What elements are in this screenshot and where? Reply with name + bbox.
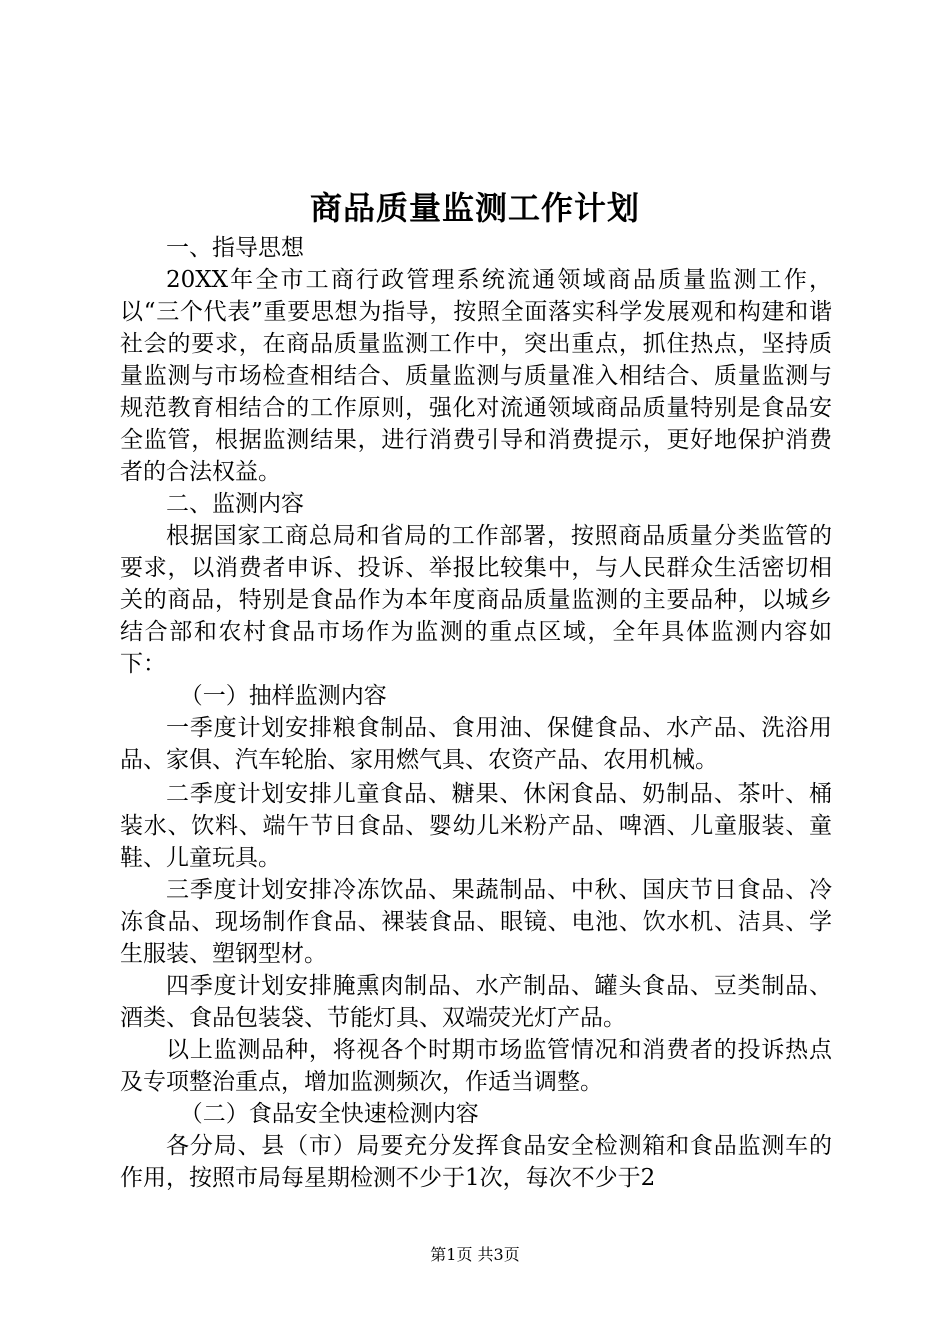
paragraph-q3-plan: 三季度计划安排冷冻饮品、果蔬制品、中秋、国庆节日食品、冷冻食品、现场制作食品、裸装食品、眼镜、电池、饮水机、洁具、学生服装、塑钢型材。 xyxy=(120,877,832,967)
paragraph-adjustment-note: 以上监测品种，将视各个时期市场监管情况和消费者的投诉热点及专项整治重点，增加监测频次，作适当调整。 xyxy=(120,1037,832,1095)
subsection-heading-sampling: （一）抽样监测内容 xyxy=(179,683,387,709)
paragraph-food-safety: 各分局、县（市）局要充分发挥食品安全检测箱和食品监测车的作用，按照市局每星期检测不少于1次，每次不少于2 xyxy=(120,1133,832,1191)
document-title: 商品质量监测工作计划 xyxy=(309,189,640,227)
paragraph-monitoring-content: 根据国家工商总局和省局的工作部署，按照商品质量分类监管的要求，以消费者申诉、投诉、举报比较集中，与人民群众生活密切相关的商品，特别是食品作为本年度商品质量监测的主要品种，以城乡结合部和农村食品市场作为监测的重点区域，全年具体监测内容如下： xyxy=(120,523,832,677)
paragraph-q1-plan: 一季度计划安排粮食制品、食用油、保健食品、水产品、洗浴用品、家俱、汽车轮胎、家用燃气具、农资产品、农用机械。 xyxy=(120,715,832,773)
section-heading-monitoring-content: 二、监测内容 xyxy=(166,491,304,517)
subsection-heading-food-safety: （二）食品安全快速检测内容 xyxy=(179,1101,479,1127)
page-indicator: 第1页 共3页 xyxy=(430,1245,520,1264)
paragraph-q2-plan: 二季度计划安排儿童食品、糖果、休闲食品、奶制品、茶叶、桶装水、饮料、端午节日食品、婴幼儿米粉产品、啤酒、儿童服装、童鞋、儿童玩具。 xyxy=(120,781,832,871)
paragraph-guiding-ideology: 20XX年全市工商行政管理系统流通领域商品质量监测工作，以“三个代表”重要思想为指导，按照全面落实科学发展观和构建和谐社会的要求，在商品质量监测工作中，突出重点，抓住热点，坚持质量监测与市场检查相结合、质量监测与质量准入相结合、质量监测与规范教育相结合的工作原则，强化对流通领域商品质量特别是食品安全监管，根据监测结果，进行消费引导和消费提示，更好地保护消费者的合法权益。 xyxy=(120,267,832,485)
document-body xyxy=(120,232,832,1194)
paragraph-q4-plan: 四季度计划安排腌熏肉制品、水产制品、罐头食品、豆类制品、酒类、食品包装袋、节能灯具、双端荧光灯产品。 xyxy=(120,973,832,1031)
section-heading-guiding-ideology: 一、指导思想 xyxy=(166,235,304,261)
